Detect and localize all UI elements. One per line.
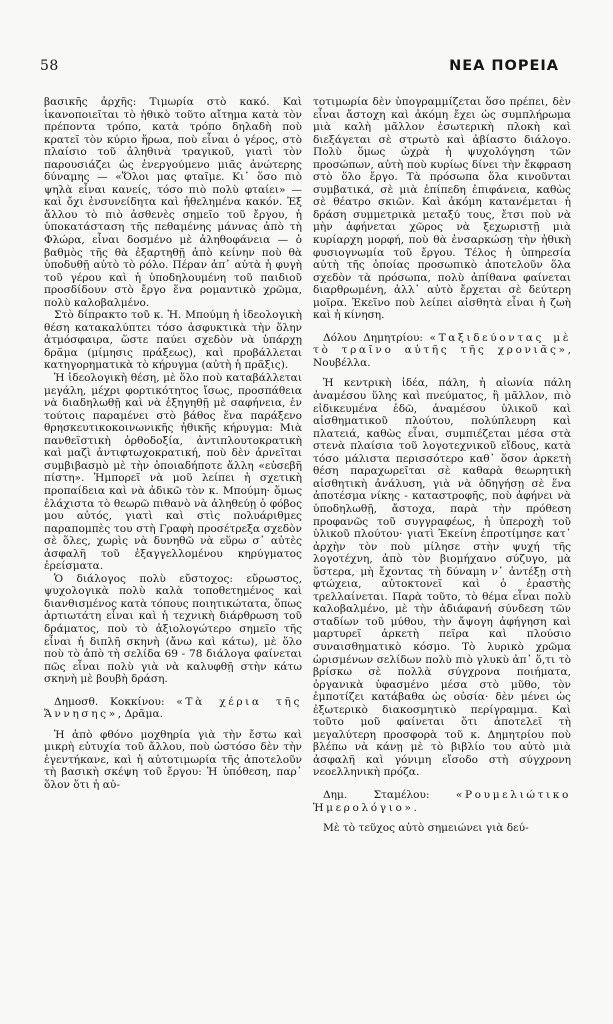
- page-number: 58: [40, 58, 59, 74]
- review-author: Δόλου Δημητρίου:: [323, 331, 423, 344]
- paragraph: Μὲ τὸ τεῦχος αὐτὸ σημειώνει γιὰ δεύ-: [323, 822, 529, 835]
- paragraph: Ὁ διάλογος πολὺ εὔστοχος: εὔρωστος, ψυχολογικὰ πολὺ καλὰ τοποθετημένος καὶ διανθισμένος κατὰ τόπους ποιητικώτατα, ὅπως ἀρτιωτάτη εἶναι καὶ ἡ τεχνικὴ διάρθρωση τοῦ δράματος, ποὺ τὸ ἀξιολογώτερο σημεῖο τῆς εἶναι ἡ διπλῆ σκηνὴ (ἄνω καὶ κάτω), μὲ ὅλο ποὺ τὸ ἀπὸ τὴ σελίδα 69 - 78 διάλογα φαίνεται πῶς εἶναι πολὺ γιὰ νὰ καλυφθῇ στὴν κάτω σκηνὴ μὲ βουβὴ δράση.: [44, 572, 302, 686]
- right-column: [313, 96, 571, 1014]
- paragraph: βασικῆς ἀρχῆς: Τιμωρία στὸ κακό. Καὶ ἱκανοποιεῖται τὸ ἠθικὸ τοῦτο αἴτημα κατὰ τὸν πρέποντα τρόπο, κατὰ τρόπο δηλαδὴ ποὺ κρατεῖ τὸν κύριο ἥρωα, ποὺ εἶναι ὁ γέρος, στὸ πλαίσιο τοῦ ἀληθινὰ τραγικοῦ, γιατὶ τὸν παρουσιάζει ὡς ἐνεργούμενο μιᾶς ἀνώτερης δύναμης — «Ὅλοι μας φταῖμε. Κι᾿ ὅσο πιὸ ψηλὰ εἶναι κανείς, τόσο πιὸ πολὺ φταίει» — καὶ ὄχι ἐνσυνείδητα καὶ ἠθελημένα κακόν. Ἐξ ἄλλου τὸ πιὸ ἀσθενὲς σημεῖο τοῦ ἔργου, ἡ ὑποκατάσταση τῆς πεθαμένης μάννας ἀπὸ τὴ Φλώρα, εἶναι δοσμένο μὲ ἀληθοφάνεια — ὁ βαθμὸς τῆς θὰ ἐξαρτηθῇ ἀπὸ κείνην ποὺ θὰ ὑποδυθῇ αὐτὸ τὸ ρόλο. Πέραν ἀπ᾿ αὐτὰ ἡ φυγὴ τοῦ γέρου καὶ ἡ ὑποδηλουμένη τοῦ παιδιοῦ προσδίδουν στὸ ἔργο ἕνα ρομαντικὸ χρῶμα, πολὺ καλοβαλμένο.: [44, 96, 302, 309]
- review-heading: [313, 789, 571, 814]
- review-genre: .: [413, 801, 417, 814]
- review-author: Δημ. Σταμέλου:: [323, 788, 430, 801]
- paragraph: Ἡ κεντρικὴ ἰδέα, πάλη, ἡ αἰωνία πάλη ἀναμέσου ὕλης καὶ πνεύματος, ἢ μᾶλλον, πιὸ εἰδικευμένα ἐδῶ, ἀναμέσου ὑλικοῦ καὶ αἰσθηματικοῦ πλούτου, πολύπλευρη καὶ πλατειά, καθὼς εἶναι, συμπιέζεται μέσα στὰ στενὰ πλαίσια τοῦ λογοτεχνικοῦ εἴδους, κατὰ τόσο μάλιστα περισσότερο καθ᾿ ὅσον ἀρκετὴ θέση παραχωρεῖται σὲ καθαρὰ θεωρητικὴ αἰσθητικὴ ἀνάλυση, γιὰ νὰ ὁδηγήσῃ σὲ ἕνα ἀποτέσμα νίκης - καταστροφῆς, ποὺ ἀφήνει νὰ ὑποδηλωθῇ, ἄστοχα, παρὰ τὴν πρόθεση προφανῶς τοῦ συγγραφέως, ἡ ὑπεροχὴ τοῦ ὑλικοῦ πλούτου· γιατὶ Ἐκείνη ἐπροτίμησε κατ᾿ ἀρχὴν τὸν ποὺ μίλησε στὴν ψυχή τῆς λογοτέχνη, ἀπὸ τὸν βιομήχανο σύζυγο, μὰ ὕστερα, μὴ ἔχοντας τὴ δύναμη ν᾿ ἀντέξῃ στὴ φτώχεια, αὐτοκτονεῖ καὶ ὁ ἐραστὴς τρελλαίνεται. Παρὰ τοῦτο, τὸ θέμα εἶναι πολὺ καλοβαλμένο, μὲ τὴν ἀδιάφανή σύνδεση τῶν σταδίων τοῦ μύθου, τὴν ἄψογη ἀφήγηση καὶ μαρτυρεῖ ἀρκετὴ πεῖρα καὶ πλούσιο συναισθηματικὸ κόσμο. Τὸ λυρικὸ χρῶμα ὡρισμένων σελίδων πολὺ πιὸ γλυκὺ ἀπ᾿ ὅ,τι τὸ βρίσκω σὲ πολλὰ σύγχρονα ποιήματα, ὀργανικὰ ὑφασμένο μέσα στὸ μῦθο, τὸν ἐμποτίζει κατάβαθα ὡς οὐσία· δὲν μένει ὡς ἐξωτερικὸ διακοσμητικὸ περίγραμμα. Καὶ τοῦτο μοῦ φαίνεται ὅτι ἀποτελεῖ τὴ μεγαλύτερη προσφορὰ τοῦ κ. Δημητρίου ποὺ βλέπω νὰ κάνῃ μὲ τὸ βιβλίο του αὐτὸ μιὰ ἀσφαλῆ καὶ γόνιμη εἴσοδο στὴ σύγχρονη νεοελληνικὴ πρόζα.: [313, 377, 571, 779]
- left-column: [44, 96, 302, 1014]
- review-book-title: «Ρουμελιώτικο Ἡμερολόγιο»: [313, 788, 571, 814]
- review-heading: [44, 696, 302, 721]
- review-author: Δημοσθ. Κοκκίνου:: [54, 695, 165, 708]
- paragraph: Ἡ ἀπὸ φθόνο μοχθηρία γιὰ τὴν ἔστω καὶ μικρὴ εὐτυχία τοῦ ἄλλου, ποὺ ὡστόσο δὲν τὴν ἐγεντήκανε, καὶ ἡ αὐτοτιμωρία τῆς ἀποτελοῦν τὴ βασικὴ σκέψη τοῦ ἔργου: Ἡ ὑπόθεση, παρ᾿ ὅλον ὅτι ἡ αὐ-: [44, 728, 302, 791]
- paragraph: Ἡ ἰδεολογικὴ θέση, μὲ ὅλο ποὺ καταβάλλεται μεγάλη, μέχρι φορτικότητος ἴσως, προσπάθεια νὰ διαδηλωθῇ καὶ νὰ ἐξηγηθῇ μὲ σαφήνεια, ἐν τούτοις παραμένει στὸ βάθος ἕνα παράξενο θρησκευτικοκοινωνικῆς ἠθικῆς κήρυγμα: Μιὰ πανθεϊστικὴ ὀρθοδοξία, ἀντιπλουτοκρατικὴ καὶ μαζὶ ἀντιφτωχοκρατική, ποὺ δὲν ἀρνεῖται συμβιβασμὸ μὲ τὴν ὁποιαδήποτε ἄλλη «εὐσεβῆ πίστη». Ἠμπορεῖ νὰ μοῦ λείπει ἡ σχετικὴ προπαίδεια καὶ νὰ ἀδικῶ τὸν κ. Μπούμη· ὅμως ἐλάχιστα τὸ θεωρῶ πιθανὸ νὰ ἀληθεύῃ ὁ φόβος μου αὐτός, γιατὶ καὶ στὶς πολυάριθμες παραπομπὲς του στὴ Γραφὴ προσέτρεξα σχεδὸν σὲ ὅλες, χωρὶς νὰ δυνηθῶ νὰ εὕρω σ᾿ αὐτὲς ἀσφαλῆ τοῦ ἐξαγγελλομένου κηρύγματος ἐρείσματα.: [44, 372, 302, 573]
- paragraph: Στὸ δίπρακτο τοῦ κ. Ἡ. Μπούμη ἡ ἰδεολογικὴ θέση κατακαλύπτει τόσο ἀσφυκτικὰ τὴν ὅλην ἀτμόσφαιρα, ὥστε παύει σχεδὸν νὰ ὑπάρχῃ δρᾶμα (μίμησις πράξεως), καὶ προβάλλεται κατηγορηματικὰ τὸ κήρυγμα (αὐτὴ ἡ πρᾶξις).: [44, 309, 302, 372]
- review-heading: [313, 332, 571, 370]
- paragraph: τοτιμωρία δὲν ὑπογραμμίζεται ὅσο πρέπει, δὲν εἶναι ἄστοχη καὶ ἀκόμη ἔχει ὡς συμπλήρωμα μιὰ καλὴ μᾶλλον ἐσωτερικὴ πλοκὴ καὶ διεξάγεται σὲ στρωτὸ καὶ ἀβίαστο διάλογο. Πολὺ ὅμως ὠχρὰ ἡ ψυχολόγηση τῶν προσώπων, αὐτὴ ποὺ κυρίως δίνει τὴν ἔκφραση στὸ ὅλο ἔργο. Τὰ πρόσωπα ὅλα κινοῦνται συμβατικά, σὲ μιὰ ἐπίπεδη ἐπιφάνεια, καθὼς σὲ θέατρο σκιῶν. Καὶ ἀκόμη κατανέμεται ἡ δράση συμμετρικὰ μεταξύ τους, ἔτσι ποὺ νὰ μὴν ἀφήνεται χῶρος νὰ ξεχωριστῇ μιὰ κυρίαρχη μορφή, ποὺ θὰ ἐνσαρκώσῃ τὴν ἠθικὴ φυσιογνωμία τοῦ ἔργου. Τέλος ἡ ὑπηρεσία αὐτὴ τῆς ὁποίας προσωπικὸ ἀποτελοῦν ὅλα σχεδὸν τὰ πρόσωπα, πολὺ ἀπίθανα φαίνεται διαρθρωμένη, ἀλλ᾿ αὐτὸ ἔρχεται σὲ δεύτερη μοῖρα. Ἐκεῖνο ποὺ λείπει αἰσθητὰ εἶναι ἡ ζωὴ καὶ ἡ κίνηση.: [313, 96, 571, 322]
- review-genre: , Δρᾶμα.: [117, 708, 163, 721]
- review-book-title: «Τὰ χέρια τῆς Ἄννησης»: [44, 695, 302, 721]
- review-genre: , Νουβέλλα.: [313, 344, 571, 369]
- running-head-journal-title: ΝΕΑ ΠΟΡΕΙΑ: [449, 58, 559, 74]
- review-book-title: «Ταξιδεύοντας μὲ τὸ τραῖνο αὐτῆς τῆς χρονιᾶς»: [313, 331, 571, 357]
